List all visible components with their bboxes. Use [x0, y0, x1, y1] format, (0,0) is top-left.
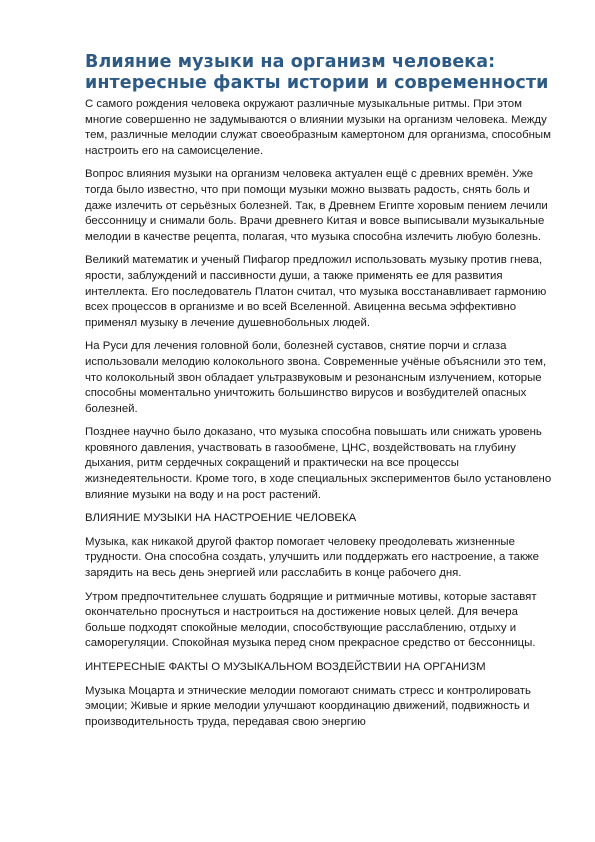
paragraph: Позднее научно было доказано, что музыка способна повышать или снижать уровень кровяного давления, участвовать в газообмене, ЦНС, воздействовать на глубину дыхания, ритм сердечных сокращений и практически на все процессы жизнедеятельности. Кроме того, в ходе специальных экспериментов было установлено влияние музыки на воду и на рост растений. [85, 426, 552, 501]
section-heading-facts: ИНТЕРЕСНЫЕ ФАКТЫ О МУЗЫКАЛЬНОМ ВОЗДЕЙСТВИИ НА ОРГАНИЗМ [85, 661, 486, 673]
paragraph: Великий математик и ученый Пифагор предложил использовать музыку против гнева, ярости, заблуждений и пассивности души, а также применять ее для развития интеллекта. Его последователь Платон считал, что музыка восстанавливает гармонию всех процессов в организме и во всей Вселенной. Авиценна весьма эффективно применял музыку в лечение душевнобольных людей. [85, 254, 547, 329]
paragraph: Музыка Моцарта и этнические мелодии помогают снимать стресс и контролировать эмоции; Живые и яркие мелодии улучшают координацию движений, подвижность и производительность труда, передавая свою энергию [85, 684, 531, 728]
paragraph: С самого рождения человека окружают различные музыкальные ритмы. При этом многие совершенно не задумываются о влиянии музыки на организм человека. Между тем, различные мелодии служат своеобразным камертоном для организма, способным настроить его на самоисцеление. [85, 98, 551, 157]
paragraph: Музыка, как никакой другой фактор помогает человеку преодолевать жизненные трудности. Она способна создать, улучшить или поддержать его настроение, а также зарядить на весь день энергией или расслабить в конце рабочего дня. [85, 535, 539, 580]
paragraph: Вопрос влияния музыки на организм человека актуален ещё с древних времён. Уже тогда было известно, что при помощи музыки можно вызвать радость, снять боль и даже излечить от серьёзных болезней. Так, в Древнем Египте хоровым пением лечили бессонницу и снимали боль. Врачи древнего Китая и вовсе выписывали музыкальные мелодии в качестве рецепта, полагая, что музыка способна излечить любую болезнь. [85, 168, 548, 243]
document-page [85, 52, 555, 738]
paragraph: На Руси для лечения головной боли, болезней суставов, снятие порчи и сглаза использовали мелодию колокольного звона. Современные учёные объяснили это тем, что колокольный звон обладает ультразвуковым и резонансным излучением, которые способны моментально уничтожить большинство вирусов и возбудителей опасных болезней. [85, 340, 547, 415]
document-title: Влияние музыки на организм человека: интересные факты истории и современности [85, 52, 549, 93]
section-heading-mood: ВЛИЯНИЕ МУЗЫКИ НА НАСТРОЕНИЕ ЧЕЛОВЕКА [85, 512, 357, 525]
paragraph: Утром предпочтительнее слушать бодрящие и ритмичные мотивы, которые заставят окончательно проснуться и настроиться на достижение новых целей. Для вечера больше подходят спокойные мелодии, способствующие расслаблению, отдыху и саморегуляции. Спокойная музыка перед сном прекрасное средство от бессонницы. [85, 590, 537, 650]
